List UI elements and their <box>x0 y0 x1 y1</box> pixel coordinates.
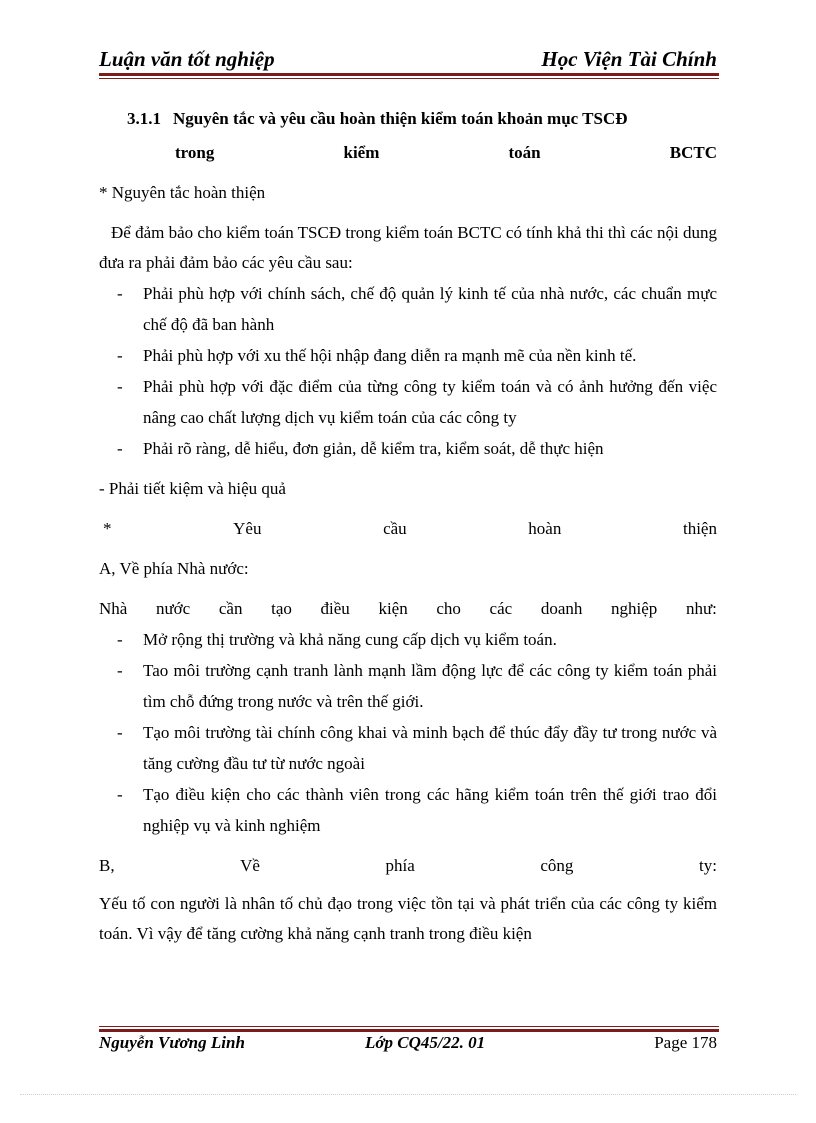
intro-word: cho <box>436 599 461 618</box>
heading-word: Yêu <box>233 519 262 538</box>
header-thesis-label: Luận văn tốt nghiệp <box>99 47 275 71</box>
page-footer <box>99 1033 717 1057</box>
requirements-heading <box>99 514 717 544</box>
list-item: - Phải phù hợp với đặc điểm của từng công ty kiểm toán và có ảnh hưởng đến việc nâng cao chất lượng dịch vụ kiểm toán của các công ty <box>117 377 717 427</box>
heading-word: phía <box>385 856 415 875</box>
title-word: kiểm <box>343 143 380 162</box>
intro-word: nước <box>155 599 191 618</box>
heading-word: B, <box>99 856 115 875</box>
intro-word: các <box>489 599 513 618</box>
list-item: - Phải phù hợp với xu thế hội nhập đang diễn ra mạnh mẽ của nền kinh tế. <box>117 346 637 365</box>
heading-word: công <box>540 856 574 875</box>
state-intro <box>99 594 717 624</box>
company-paragraph: Yếu tố con người là nhân tố chủ đạo trong việc tồn tại và phát triển của các công ty kiểm toán. Vì vậy để tăng cường khả năng cạnh tranh trong điều kiện <box>99 894 717 943</box>
principles-list <box>99 278 717 464</box>
section-title-line2 <box>127 136 717 170</box>
header-rule <box>99 73 719 79</box>
title-word: toán <box>508 143 541 162</box>
heading-word: Về <box>240 856 260 875</box>
page-header <box>99 46 717 72</box>
footer-rule <box>99 1026 719 1032</box>
list-item: - Mở rộng thị trường và khả năng cung cấp dịch vụ kiểm toán. <box>117 630 557 649</box>
state-heading: A, Về phía Nhà nước: <box>99 559 249 578</box>
intro-word: kiện <box>378 599 408 618</box>
heading-word: * <box>103 519 112 538</box>
list-item: - Tao môi trường cạnh tranh lành mạnh lầm động lực để các công ty kiểm toán phải tìm chỗ đứng trong nước và trên thế giới. <box>117 661 717 711</box>
company-heading <box>99 851 717 881</box>
title-word: trong <box>175 143 215 162</box>
heading-word: hoàn <box>528 519 562 538</box>
section-heading <box>99 102 717 170</box>
heading-word: thiện <box>682 519 717 538</box>
principles-last-item: - Phải tiết kiệm và hiệu quả <box>99 479 286 498</box>
list-item: - Phải phù hợp với chính sách, chế độ quản lý kinh tế của nhà nước, các chuẩn mực chế độ đã ban hành <box>117 284 717 334</box>
list-item: - Phải rõ ràng, dễ hiểu, đơn giản, dễ kiểm tra, kiểm soát, dễ thực hiện <box>117 439 604 458</box>
intro-word: như: <box>685 599 717 618</box>
page-number: Page 178 <box>654 1033 717 1052</box>
heading-word: cầu <box>383 519 407 538</box>
intro-word: điều <box>320 599 350 618</box>
page-body <box>99 102 717 949</box>
state-requirements-list <box>99 624 717 841</box>
intro-word: doanh <box>540 599 583 618</box>
footer-class: Lớp CQ45/22. 01 <box>365 1033 486 1052</box>
page-bottom-divider <box>20 1094 796 1095</box>
intro-word: cần <box>218 599 243 618</box>
intro-word: tạo <box>271 599 292 618</box>
section-title-line1: Nguyên tắc và yêu cầu hoàn thiện kiểm toán khoản mục TSCĐ <box>173 109 628 128</box>
footer-author: Nguyễn Vương Linh <box>99 1033 245 1052</box>
heading-word: ty: <box>699 856 717 875</box>
intro-word: Nhà <box>99 599 128 618</box>
header-institution: Học Viện Tài Chính <box>541 47 717 71</box>
principles-intro: Để đảm bảo cho kiểm toán TSCĐ trong kiểm toán BCTC có tính khả thi thì các nội dung đưa ra phải đảm bảo các yêu cầu sau: <box>99 223 717 272</box>
intro-word: nghiệp <box>611 599 658 618</box>
list-item: - Tạo môi trường tài chính công khai và minh bạch để thúc đẩy đầy tư trong nước và tăng cường đầu tư từ nước ngoài <box>117 723 717 773</box>
title-word: BCTC <box>669 143 717 162</box>
principles-heading: * Nguyên tắc hoàn thiện <box>99 183 266 202</box>
section-number: 3.1.1 <box>127 109 161 128</box>
list-item: - Tạo điều kiện cho các thành viên trong các hãng kiểm toán trên thế giới trao đổi nghiệp vụ và kinh nghiệm <box>117 785 717 835</box>
